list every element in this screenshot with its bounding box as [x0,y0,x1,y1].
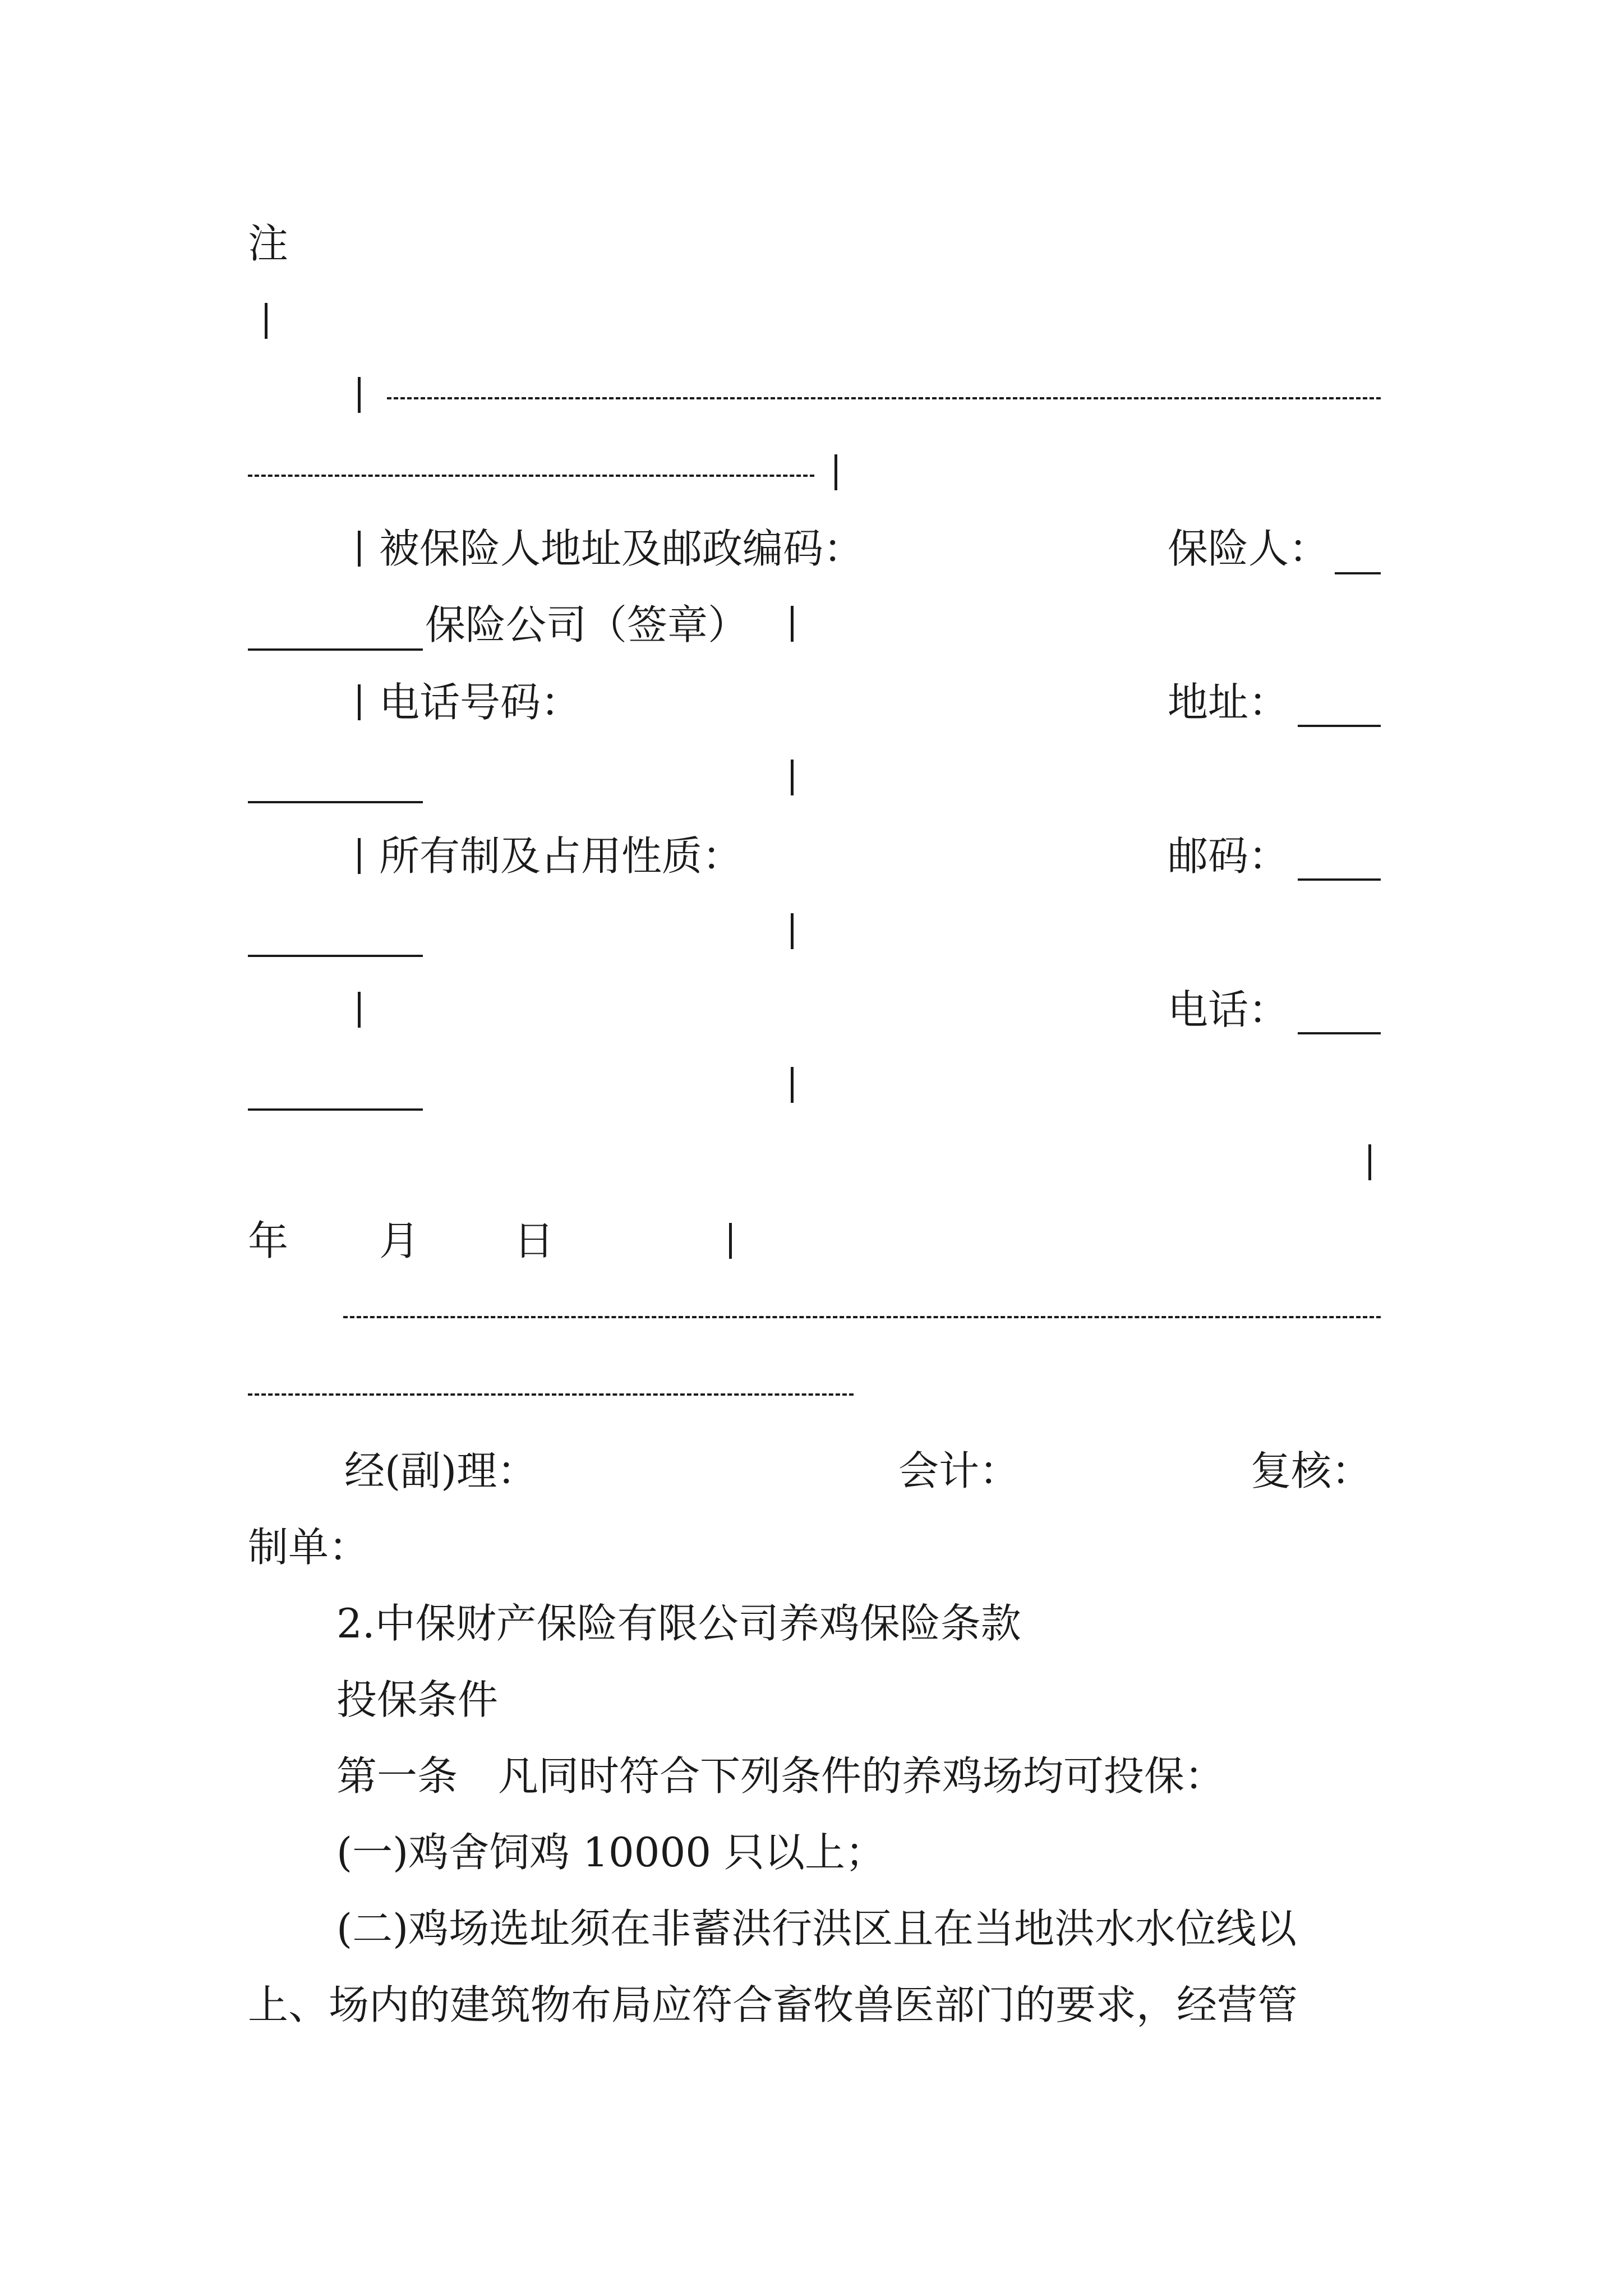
fill-line [1298,878,1381,881]
table-border [791,760,794,795]
table-border [265,303,268,339]
date-year: 年 [248,1217,289,1264]
company-sign: 保险公司（签章） [425,601,749,648]
reviewer-label: 复核： [1251,1447,1372,1494]
table-border [834,454,837,490]
insured-address-label: 被保险人地址及邮政编码： [379,525,864,572]
section-heading: 投保条件 [336,1676,499,1723]
table-border [358,531,361,567]
address-label: 地址： [1168,679,1289,726]
note-label: 注 [248,220,289,267]
table-border [358,684,361,720]
article-1-item-2: (二)鸡场选址须在非蓄洪行洪区且在当地洪水水位线以 [336,1905,1297,1952]
fill-line [248,801,423,803]
table-border [729,1223,732,1259]
table-border [791,1067,794,1103]
table-border [358,992,361,1028]
date-day: 日 [514,1217,555,1264]
manager-label: 经(副)理： [344,1447,538,1494]
table-border [358,838,361,874]
fill-line [248,648,423,651]
fill-line [248,955,423,957]
insurer-label: 保险人： [1168,525,1330,572]
table-border [1368,1144,1371,1180]
ownership-label: 所有制及占用性质： [379,832,743,880]
preparer-label: 制单： [248,1524,370,1571]
fill-line [1298,725,1381,727]
fill-line [248,1108,423,1111]
phone-label: 电话号码： [379,679,582,726]
dashed-rule [248,1393,854,1396]
dashed-rule [248,475,814,477]
date-month: 月 [379,1217,420,1264]
article-1: 第一条 凡同时符合下列条件的养鸡场均可投保： [336,1752,1225,1800]
tel-label: 电话： [1168,986,1289,1033]
table-border [791,913,794,949]
dashed-rule [343,1316,1381,1318]
article-1-item-1: (一)鸡舍饲鸡 10000 只以上； [336,1829,886,1876]
table-border [791,606,794,642]
table-border [358,377,361,413]
postcode-label: 邮码： [1168,832,1289,880]
fill-line [1298,1032,1381,1034]
article-1-item-2-cont: 上、场内的建筑物布局应符合畜牧兽医部门的要求，经营管 [248,1981,1298,2028]
fill-line [1335,572,1381,574]
dashed-rule [387,397,1381,399]
clause-title: 2.中保财产保险有限公司养鸡保险条款 [336,1600,1021,1647]
accountant-label: 会计： [898,1447,1020,1494]
